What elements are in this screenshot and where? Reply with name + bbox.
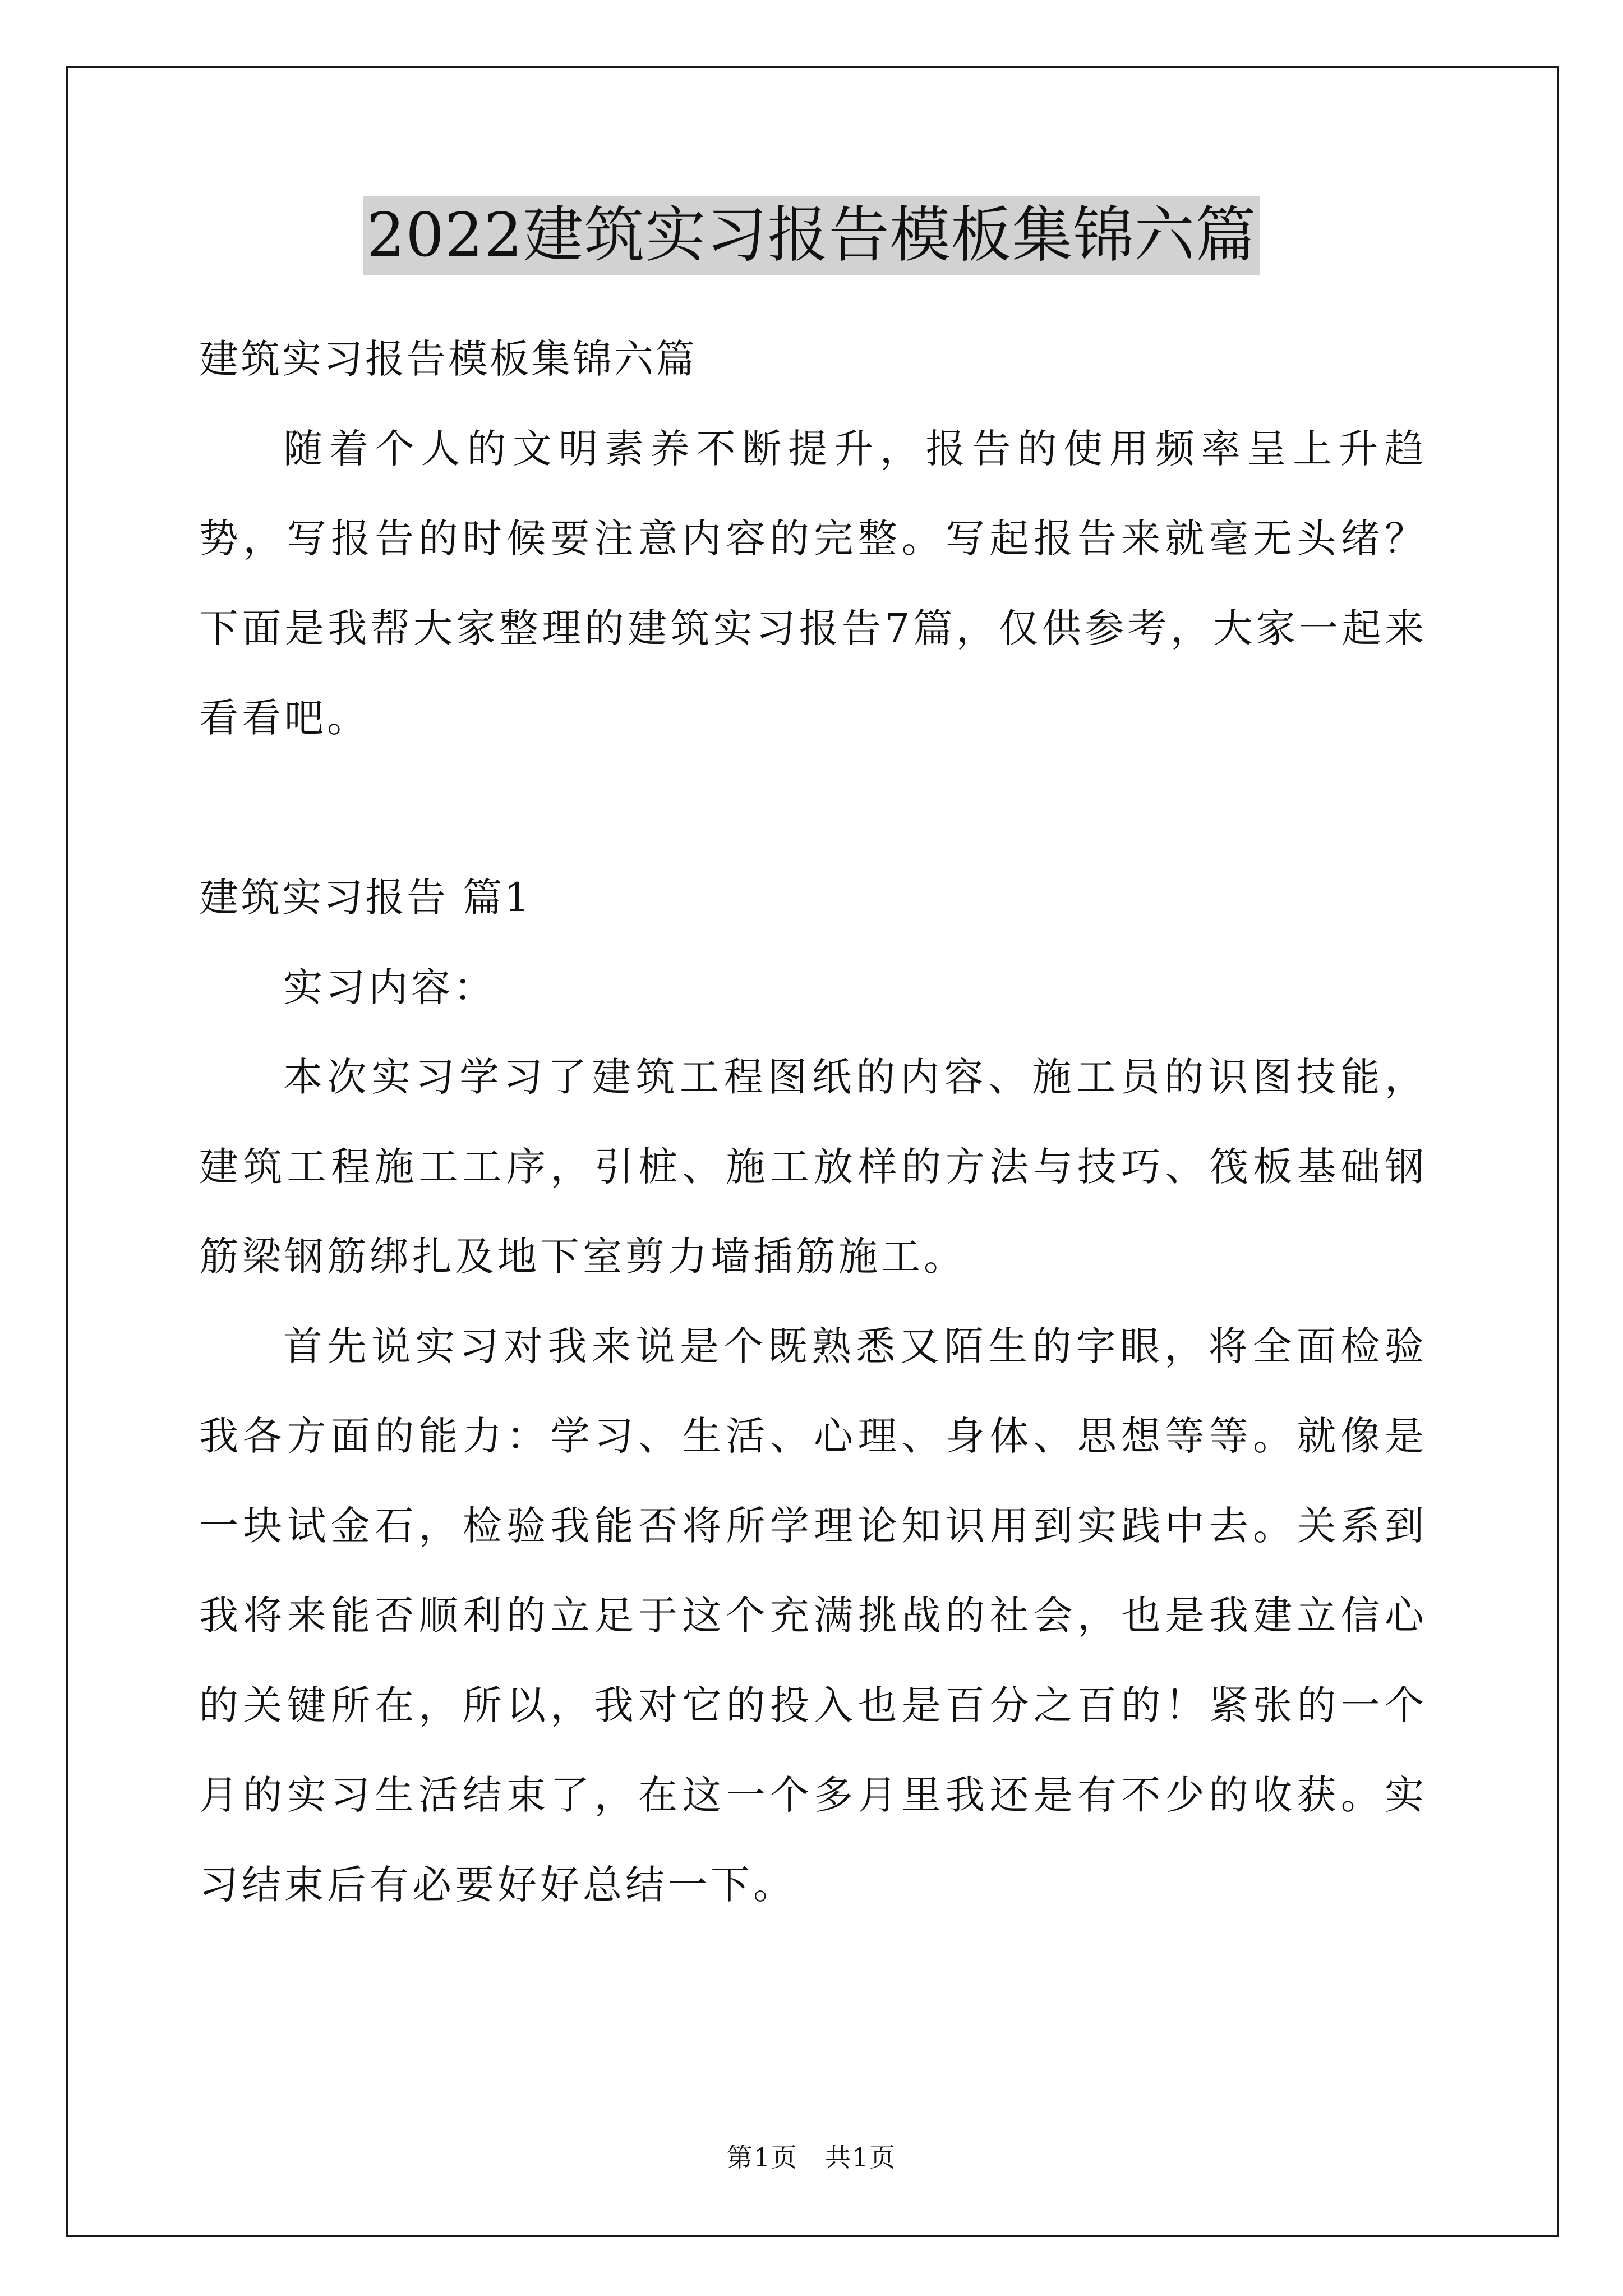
page-footer: 第1页 共1页 — [726, 2142, 897, 2173]
intro-paragraph: 随着个人的文明素养不断提升，报告的使用频率呈上升趋势，写报告的时候要注意内容的完整。写起报告来就毫无头绪？下面是我帮大家整理的建筑实习报告7篇，仅供参考，大家一起来看看吧。 — [199, 426, 1427, 741]
section-heading: 建筑实习报告 篇1 — [199, 875, 532, 921]
document-body — [199, 314, 1427, 1930]
body-paragraph: 首先说实习对我来说是个既熟悉又陌生的字眼，将全面检验我各方面的能力：学习、生活、心理、身体、思想等等。就像是一块试金石，检验我能否将所学理论知识用到实践中去。关系到我将来能否顺利的立足于这个充满挑战的社会，也是我建立信心的关键所在，所以，我对它的投入也是百分之百的！紧张的一个月的实习生活结束了，在这一个多月里我还是有不少的收获。实习结束后有必要好好总结一下。 — [199, 1323, 1427, 1908]
document-title: 2022建筑实习报告模板集锦六篇 — [363, 196, 1260, 275]
title-container — [0, 196, 1623, 275]
body-paragraph: 本次实习学习了建筑工程图纸的内容、施工员的识图技能，建筑工程施工工序，引桩、施工放样的方法与技巧、筏板基础钢筋梁钢筋绑扎及地下室剪力墙插筋施工。 — [199, 1054, 1427, 1280]
document-subtitle: 建筑实习报告模板集锦六篇 — [199, 336, 697, 382]
body-paragraph: 实习内容： — [283, 964, 496, 1010]
